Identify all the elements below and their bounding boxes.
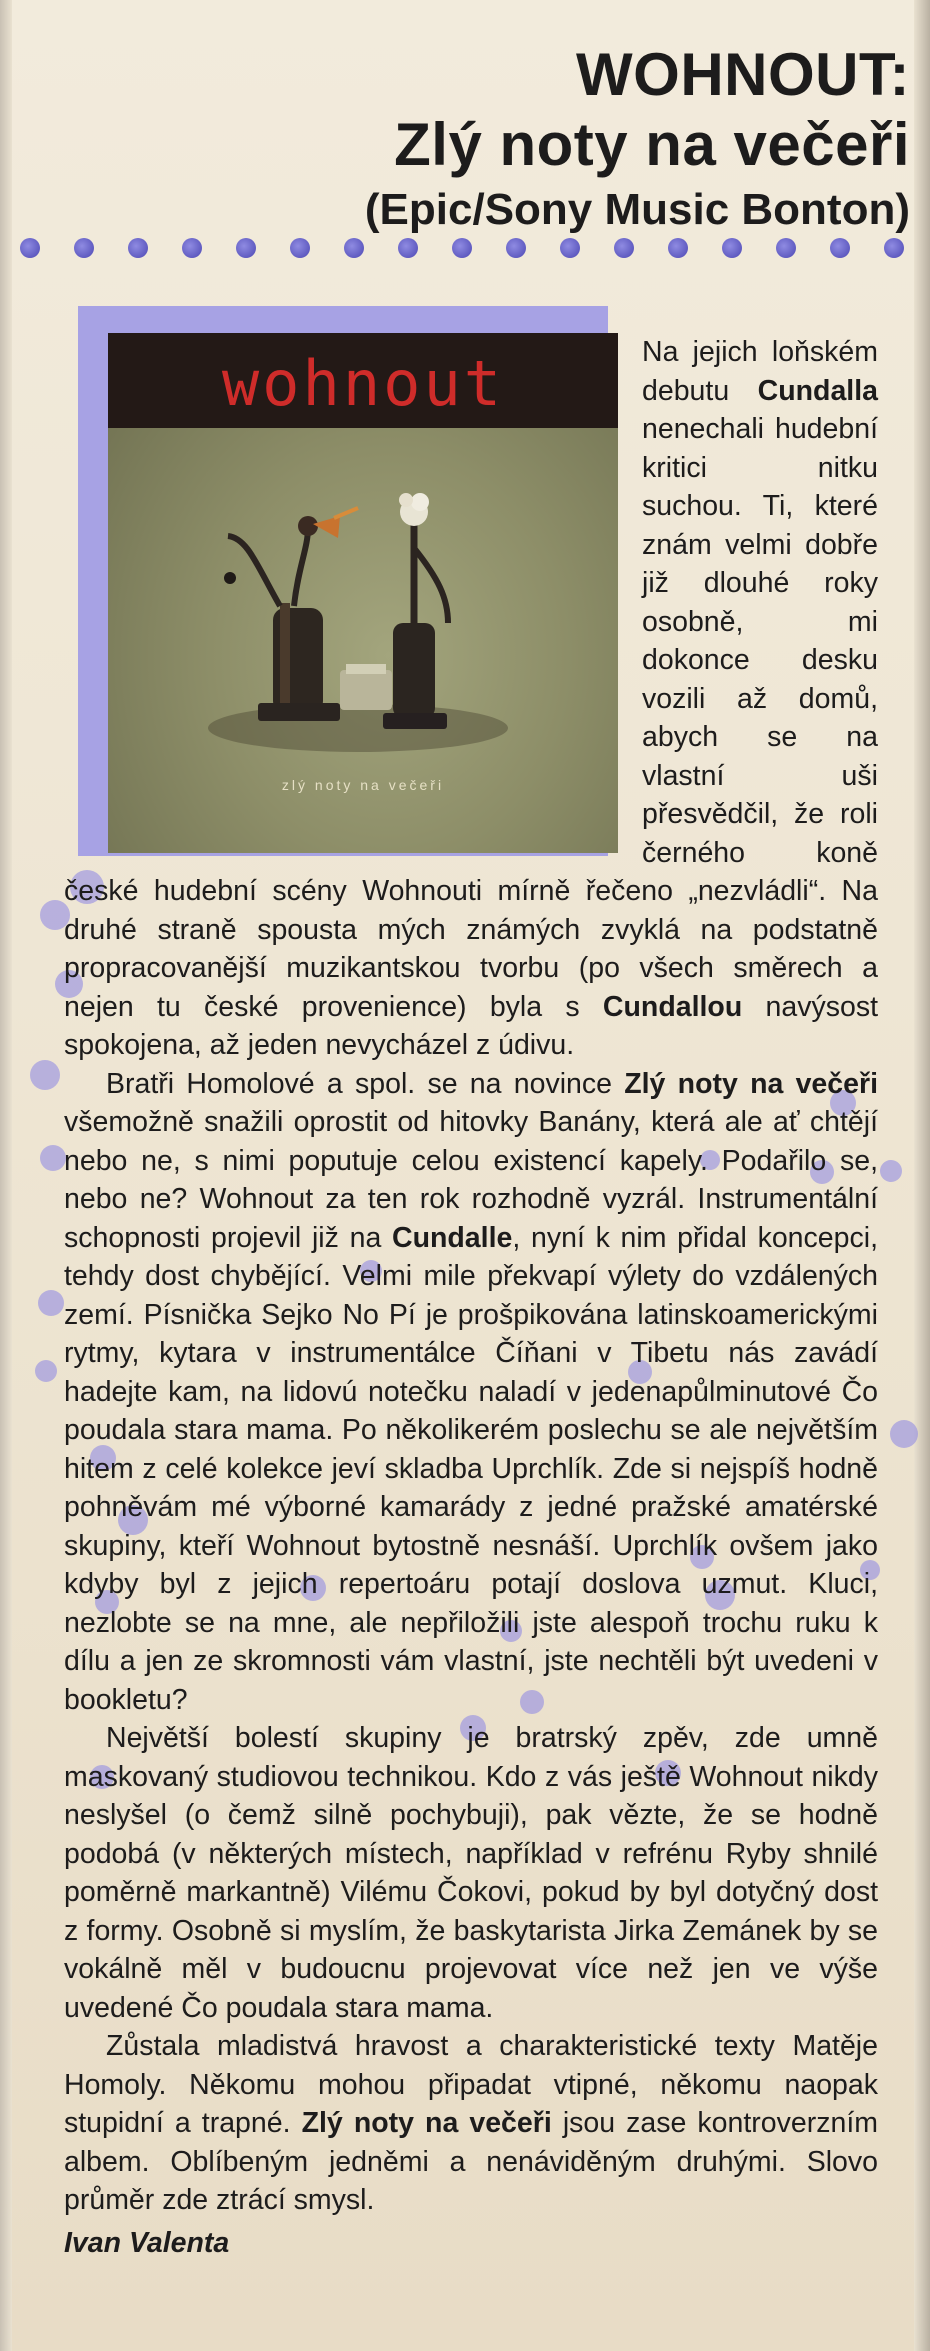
text-run: navýsost spokojena, až jeden nevycházel z údivu. [64, 990, 878, 1061]
bold-run: Zlý noty na večeři [301, 2107, 552, 2139]
divider-dot [128, 238, 148, 258]
band-title: WOHNOUT: [576, 41, 910, 108]
divider-dot [344, 238, 364, 258]
text-run: , nyní k nim přidal koncepci, tehdy dost chybějící. Velmi mile překvapí výlety do vzdálených zemí. Písnička Sejko No Pí je prošpikována latinskoamerickými rytmy, kytara v instrumentálce Číňani v Tibetu nás zavádí hadejte kam, na lidovú notečku naladí v jedenapůlminutové Čo poudala stara mama. Po několikerém poslechu se ale největším hitem z celé kolekce jeví skladba Uprchlík. Zde si nejspíš hodně pohněvám mé výborné kamarády z jedné pražské amatérské skupiny, kteří Wohnout bytostně nesnáší. Uprchlík ovšem jako kdyby byl z jejich repertoáru potají doslova uzmut. Kluci, nezlobte se na mne, ale nepřiložili jste alespoň trochu ruku k dílu a jen ze skromnosti vám vlastní, jste nechtěli být uvedeni v bookletu? [64, 1221, 878, 1716]
bold-run: Zlý noty na večeři [624, 1067, 878, 1100]
text-run: Na jejich loňském debutu [642, 336, 878, 407]
divider-dot [506, 238, 526, 258]
author-byline: Ivan Valenta [64, 2226, 230, 2259]
divider-dot [452, 238, 472, 258]
text-run: všemožně snažili oprostit od hitovky Banány, která ale ať chtějí nebo ne, s nimi poputuje celou existencí kapely. Podařilo se, nebo ne? Wohnout za ten rok rozhodně vyzrál. Instrumentální schopnosti projevil již na [64, 1106, 878, 1254]
divider-dot [290, 238, 310, 258]
page-edge-right [914, 0, 930, 2351]
halftone-dot [880, 1160, 902, 1182]
paragraph-3 [64, 1719, 878, 2027]
halftone-dot [35, 1360, 57, 1382]
text-run: Bratři Homolové a spol. se na novince [106, 1067, 625, 1100]
divider-dot [560, 238, 580, 258]
bold-run: Cundalla [757, 374, 878, 407]
paragraph-2 [64, 1065, 878, 1720]
cover-album-name: zlý noty na večeři [281, 777, 445, 793]
review-body [64, 333, 878, 2262]
record-label: (Epic/Sony Music Bonton) [364, 185, 910, 234]
text-run: nenechali hudební kritici nitku suchou. Ti, které znám velmi dobře již dlouhé roky osobně, mi dokonce desku vozili až domů, abych se na vlastní uši přesvědčil, že roli černého koně české hudební scény Wohnouti mírně řečeno „nezvládli“. Na druhé straně spousta mých známých zvyklá na podstatně propracovanější muzikantskou tvorbu (po všech směrech a nejen tu české provenience) byla s [64, 413, 878, 1023]
dot-divider [20, 236, 920, 266]
halftone-dot [890, 1420, 918, 1448]
divider-dot [668, 238, 688, 258]
text-run: jsou zase kontroverzním albem. Oblíbeným jedněmi a nenáviděným druhými. Slovo průměr zde ztrácí smysl. [64, 2107, 878, 2216]
divider-dot [830, 238, 850, 258]
cover-float-spacer [64, 333, 642, 853]
cover-band-name: wohnout [221, 347, 505, 420]
page-edge-left [0, 0, 12, 2351]
text-run: Největší bolestí skupiny je bratrský zpěv, zde umně maskovaný studiovou technikou. Kdo z vás ještě Wohnout nikdy neslyšel (o čemž silně pochybuji), pak vězte, že se hodně podobá (v některých místech, například v refrénu Ryby shnilé poměrně markantně) Vilému Čokovi, pokud by byl dotyčný dost z formy. Osobně si myslím, že baskytarista Jirka Zemánek by se vokálně měl v budoucnu projevovat více než jen ve výše uvedené Čo poudala stara mama. [64, 1722, 878, 2024]
divider-dot [614, 238, 634, 258]
text-run: Zůstala mladistvá hravost a charakteristické texty Matěje Homoly. Někomu mohou připadat vtipné, někomu naopak stupidní a trapné. [64, 2030, 878, 2139]
bold-run: Cundalle [392, 1221, 513, 1254]
bold-run: Cundallou [602, 990, 743, 1023]
divider-dot [722, 238, 742, 258]
halftone-dot [40, 1145, 66, 1171]
paragraph-4 [64, 2027, 878, 2220]
review-header [365, 40, 910, 238]
divider-dot [884, 238, 904, 258]
divider-dot [398, 238, 418, 258]
halftone-dot [38, 1290, 64, 1316]
divider-dot [236, 238, 256, 258]
divider-dot [74, 238, 94, 258]
divider-dot [776, 238, 796, 258]
album-title: Zlý noty na večeři [394, 111, 910, 178]
divider-dot [20, 238, 40, 258]
halftone-dot [30, 1060, 60, 1090]
divider-dot [182, 238, 202, 258]
